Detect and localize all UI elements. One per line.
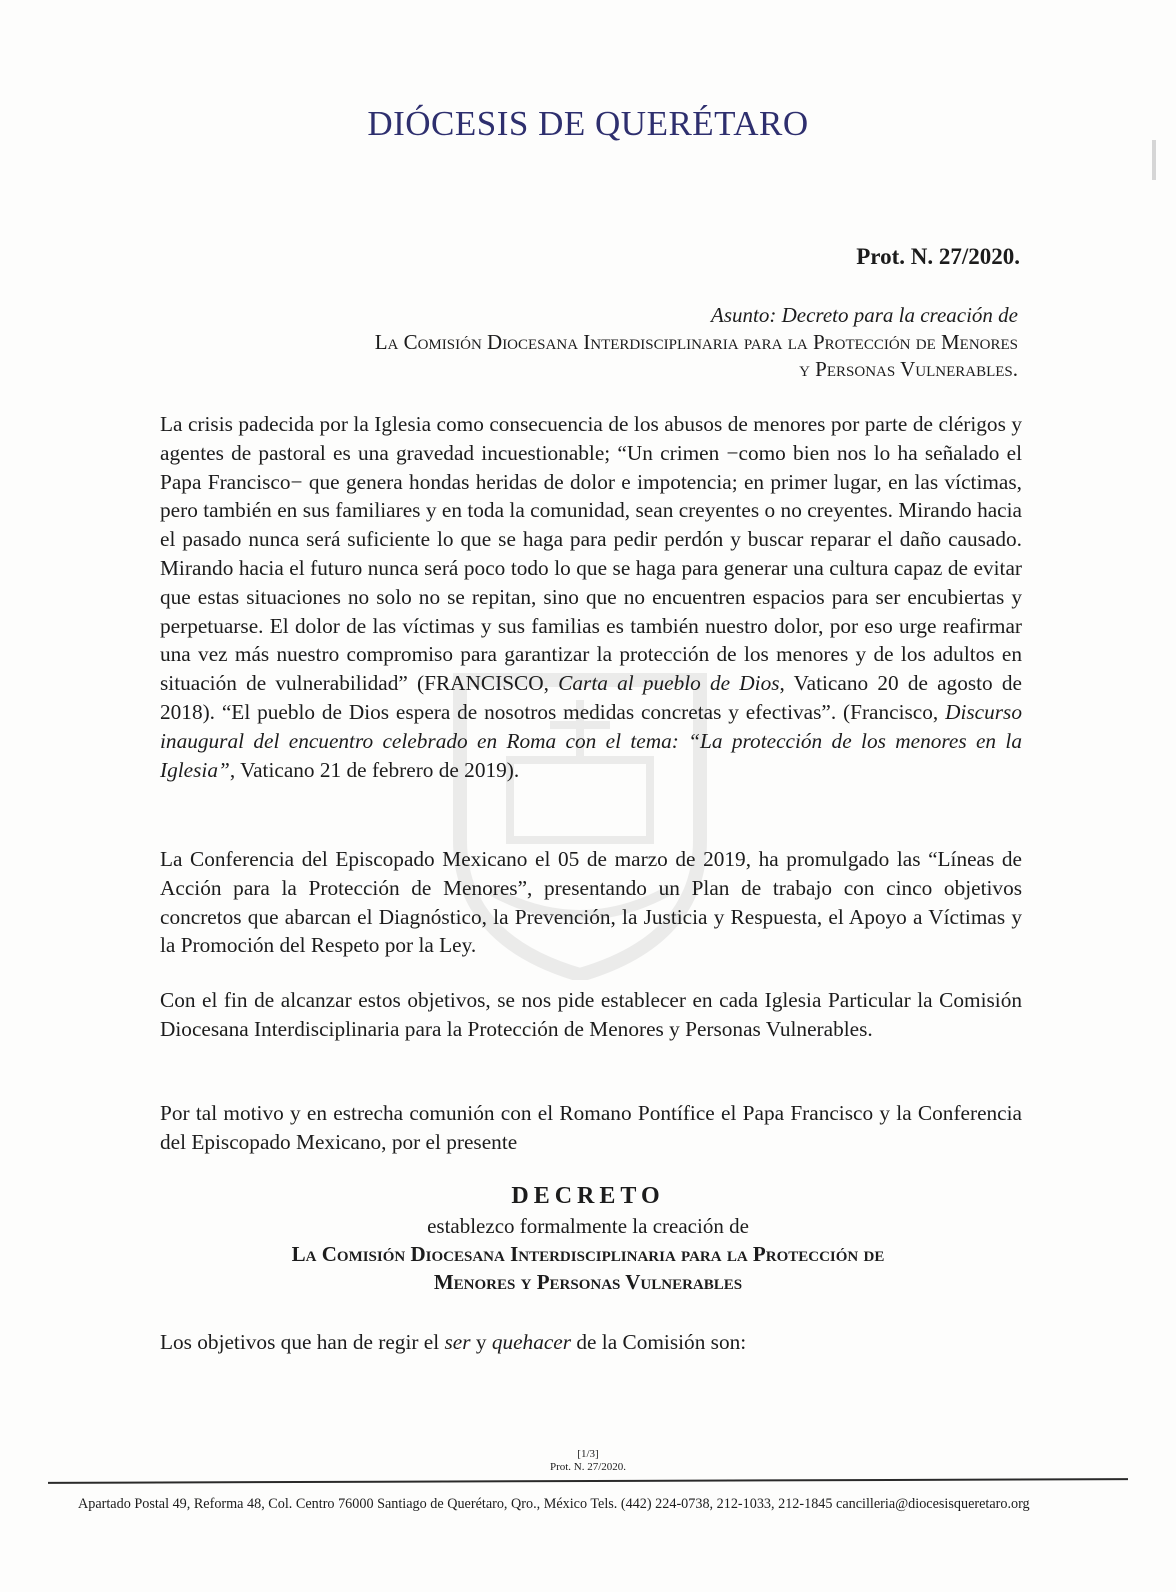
objectives-ser: ser xyxy=(444,1330,471,1354)
subject-text: Decreto para la creación de xyxy=(776,303,1018,327)
page-number: [1/3] xyxy=(577,1448,599,1460)
decree-heading: DECRETO xyxy=(511,1183,665,1209)
objectives-and: y xyxy=(470,1330,492,1354)
paragraph-3: Con el fin de alcanzar estos objetivos, se nos pide establecer en cada Iglesia Particular la Comisión Diocesana Interdisciplinaria para la Protección de Menores y Personas Vulnerables. xyxy=(160,988,1022,1041)
decree-commission-line-2: Menores y Personas Vulnerables xyxy=(433,1270,743,1294)
footer-divider xyxy=(48,1478,1128,1484)
subject-block xyxy=(118,302,1018,383)
paragraph-2: La Conferencia del Episcopado Mexicano el 05 de marzo de 2019, ha promulgado las “Líneas de Acción para la Protección de Menores”, presentando un Plan de trabajo con cinco objetivos concretos que abarcan el Diagnóstico, la Prevención, la Justicia y Respuesta, el Apoyo a Víctimas y la Promoción del Respeto por la Ley. xyxy=(160,847,1022,958)
p1-citation-title-1: Carta al pueblo de Dios xyxy=(558,671,780,696)
objectives-text-a: Los objetivos que han de regir el xyxy=(160,1330,445,1354)
protocol-number: Prot. N. 27/2020. xyxy=(856,244,1020,269)
subject-line-1 xyxy=(118,302,1018,329)
p1-citation-title-2: Discurso inaugural del encuentro celebrado en Roma con el tema: “La protección de los menores en la Iglesia” xyxy=(160,699,1022,782)
footer-address: Apartado Postal 49, Reforma 48, Col. Centro 76000 Santiago de Querétaro, Qro., México Tels. (442) 224-0738, 212-1033, 212-1845 cancilleria@diocesisqueretaro.org xyxy=(78,1496,1030,1512)
subject-line-2: La Comisión Diocesana Interdisciplinaria para la Protección de Menores xyxy=(374,330,1018,354)
subject-line-3: y Personas Vulnerables. xyxy=(799,357,1018,381)
scan-edge-mark xyxy=(1152,140,1156,180)
objectives-quehacer: quehacer xyxy=(491,1330,572,1354)
page-footer-number xyxy=(0,1448,1176,1474)
decree-block xyxy=(0,1180,1176,1296)
paragraph-4: Por tal motivo y en estrecha comunión con el Romano Pontífice el Papa Francisco y la Conferencia del Episcopado Mexicano, por el presente xyxy=(160,1101,1022,1154)
footer-protocol: Prot. N. 27/2020. xyxy=(549,1461,627,1473)
p1-text-a: La crisis padecida por la Iglesia como consecuencia de los abusos de menores por parte de clérigos y agentes de pastoral es una gravedad incuestionable; “Un crimen −como bien nos lo ha señalado el Papa Francisco− que genera hondas heridas de dolor e impotencia; en primer lugar, en las víctimas, pero también en sus familiares y en toda la comunidad, sean creyentes o no creyentes. Mirando hacia el pasado nunca será suficiente lo que se haga para pedir perdón y buscar reparar el daño causado. Mirando hacia el futuro nunca será poco todo lo que se haga para generar una cultura capaz de evitar que estas situaciones no solo no se repitan, sino que no encuentren espacios para ser encubiertas y perpetuarse. El dolor de las víctimas y sus familias es también nuestro dolor, por eso urge reafirmar una vez más nuestro compromiso para garantizar la protección de los menores y de los adultos en situación de vulnerabilidad” (FRANCISCO, xyxy=(160,412,1022,696)
page-title: DIÓCESIS DE QUERÉTARO xyxy=(367,104,809,143)
paragraph-1 xyxy=(160,410,1022,784)
objectives-text-b: de la Comisión son: xyxy=(571,1330,747,1354)
p1-text-e: , Vaticano 21 de febrero de 2019). xyxy=(229,757,520,782)
decree-subtitle: establezco formalmente la creación de xyxy=(427,1214,749,1238)
decree-commission-line-1: La Comisión Diocesana Interdisciplinaria para la Protección de xyxy=(291,1242,885,1266)
objectives-intro xyxy=(160,1330,746,1355)
p1-text-c: , Vaticano 20 de agosto de 2018). “El pueblo de Dios espera de nosotros medidas concretas y efectivas”. (Francisco, xyxy=(160,671,1022,724)
subject-label: Asunto: xyxy=(711,303,777,327)
